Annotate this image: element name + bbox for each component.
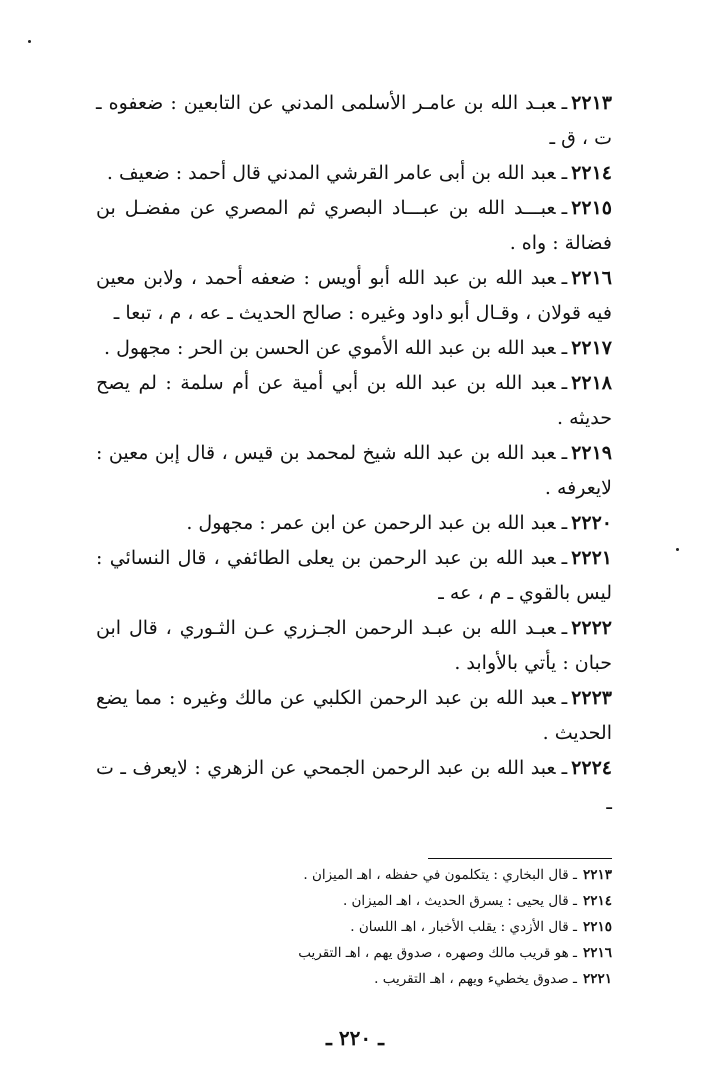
entry: ٢٢٢١ـعبد الله بن عبد الرحمن بن يعلى الطائفي ، قال النسائي : ليس بالقوي ـ م ، عه ـ	[96, 547, 612, 604]
entry-number: ٢٢٢٠	[571, 512, 612, 534]
entry: ٢٢١٧ـعبد الله بن عبد الله الأموي عن الحسن بن الحر : مجهول .	[104, 337, 612, 359]
footnote-number: ٢٢١٥	[582, 919, 612, 935]
footnote-number: ٢٢١٣	[582, 867, 612, 883]
entry-text: عبد الله بن عبد الله الأموي عن الحسن بن الحر : مجهول .	[104, 337, 556, 359]
entry-number: ٢٢١٤	[571, 162, 612, 184]
entry: ٢٢٢٠ـعبد الله بن عبد الرحمن عن ابن عمر : مجهول .	[186, 512, 612, 534]
entry-text: عبد الله بن عبد الله شيخ لمحمد بن قيس ، قال إبن معين : لايعرفه .	[96, 442, 612, 499]
entry: ٢٢١٨ـعبد الله بن عبد الله بن أبي أمية عن أم سلمة : لم يصح حديثه .	[96, 372, 612, 429]
entry: ٢٢١٩ـعبد الله بن عبد الله شيخ لمحمد بن قيس ، قال إبن معين : لايعرفه .	[96, 442, 612, 499]
footnote: ٢٢١٦ـ هو قريب مالك وصهره ، صدوق يهم ، اهـ التقريب	[298, 945, 612, 961]
entry: ٢٢١٦ـعبد الله بن عبد الله أبو أويس : ضعفه أحمد ، ولابن معين فيه قولان ، وقـال أبو داود وغيره : صالح الحديث ـ عه ، م ، تبعا ـ	[96, 267, 612, 324]
footnote-text: قال الأزدي : يقلب الأخبار ، اهـ اللسان .	[350, 919, 569, 935]
entry-number: ٢٢٢٣	[571, 687, 612, 709]
entry-number: ٢٢١٣	[571, 92, 612, 114]
entry-text: عبد الله بن عبد الرحمن الجمحي عن الزهري : لايعرف ـ ت ـ	[96, 757, 612, 814]
entry-text: عبـد الله بن عامـر الأسلمى المدني عن التابعين : ضعفوه ـ ت ، ق ـ	[96, 92, 612, 149]
entry: ٢٢١٤ـعبد الله بن أبى عامر القرشي المدني قال أحمد : ضعيف .	[106, 162, 612, 184]
entry-number: ٢٢١٥	[571, 197, 612, 219]
entry-text: عبد الله بن عبد الرحمن عن ابن عمر : مجهول .	[186, 512, 556, 534]
entry-text: عبد الله بن عبد الرحمن الكلبي عن مالك وغيره : مما يضع الحديث .	[96, 687, 612, 744]
entry: ٢٢٢٢ـعبـد الله بن عبـد الرحمن الجـزري عـن الثـوري ، قال ابن حبان : يأتي بالأوابد .	[96, 617, 612, 674]
entry-number: ٢٢١٩	[571, 442, 612, 464]
footnote-number: ٢٢٢١	[582, 971, 612, 987]
footnote-text: هو قريب مالك وصهره ، صدوق يهم ، اهـ التقريب	[298, 945, 569, 961]
footnote: ٢٢٢١ـ صدوق يخطيء ويهم ، اهـ التقريب .	[374, 971, 612, 987]
entry-text: عبـد الله بن عبـد الرحمن الجـزري عـن الثـوري ، قال ابن حبان : يأتي بالأوابد .	[96, 617, 612, 674]
footnote: ٢٢١٥ـ قال الأزدي : يقلب الأخبار ، اهـ اللسان .	[350, 919, 612, 935]
entry-text: عبد الله بن عبد الله بن أبي أمية عن أم سلمة : لم يصح حديثه .	[96, 372, 612, 429]
entry: ٢٢١٣ـعبـد الله بن عامـر الأسلمى المدني عن التابعين : ضعفوه ـ ت ، ق ـ	[96, 92, 612, 149]
page-number: ـ ٢٢٠ ـ	[326, 1026, 384, 1050]
entry-text: عبـــد الله بن عبـــاد البصري ثم المصري عن مفضـل بن فضالة : واه .	[96, 197, 612, 254]
scan-speck	[28, 40, 31, 43]
entry-text: عبد الله بن عبد الله أبو أويس : ضعفه أحمد ، ولابن معين فيه قولان ، وقـال أبو داود وغيره : صالح الحديث ـ عه ، م ، تبعا ـ	[96, 267, 612, 324]
scan-speck	[676, 548, 679, 551]
footnote-text: قال البخاري : يتكلمون في حفظه ، اهـ الميزان .	[303, 867, 569, 883]
footnote-text: قال يحيى : يسرق الحديث ، اهـ الميزان .	[342, 893, 569, 909]
entry-text: عبد الله بن عبد الرحمن بن يعلى الطائفي ، قال النسائي : ليس بالقوي ـ م ، عه ـ	[96, 547, 612, 604]
footnote: ٢٢١٣ـ قال البخاري : يتكلمون في حفظه ، اهـ الميزان .	[303, 867, 612, 883]
entry-number: ٢٢٢٤	[571, 757, 612, 779]
footnote: ٢٢١٤ـ قال يحيى : يسرق الحديث ، اهـ الميزان .	[342, 893, 612, 909]
entry: ٢٢١٥ـعبـــد الله بن عبـــاد البصري ثم المصري عن مفضـل بن فضالة : واه .	[96, 197, 612, 254]
entry-number: ٢٢١٧	[571, 337, 612, 359]
footnote-number: ٢٢١٤	[582, 893, 612, 909]
footnote-text: صدوق يخطيء ويهم ، اهـ التقريب .	[374, 971, 569, 987]
entry: ٢٢٢٣ـعبد الله بن عبد الرحمن الكلبي عن مالك وغيره : مما يضع الحديث .	[96, 687, 612, 744]
footnotes	[230, 862, 612, 992]
entry-text: عبد الله بن أبى عامر القرشي المدني قال أحمد : ضعيف .	[106, 162, 556, 184]
entries-list	[96, 86, 612, 821]
footnote-number: ٢٢١٦	[582, 945, 612, 961]
entry: ٢٢٢٤ـعبد الله بن عبد الرحمن الجمحي عن الزهري : لايعرف ـ ت ـ	[96, 757, 612, 814]
entry-number: ٢٢٢٢	[571, 617, 612, 639]
entry-number: ٢٢١٦	[571, 267, 612, 289]
footnote-divider	[428, 858, 612, 859]
entry-number: ٢٢١٨	[571, 372, 612, 394]
entry-number: ٢٢٢١	[571, 547, 612, 569]
